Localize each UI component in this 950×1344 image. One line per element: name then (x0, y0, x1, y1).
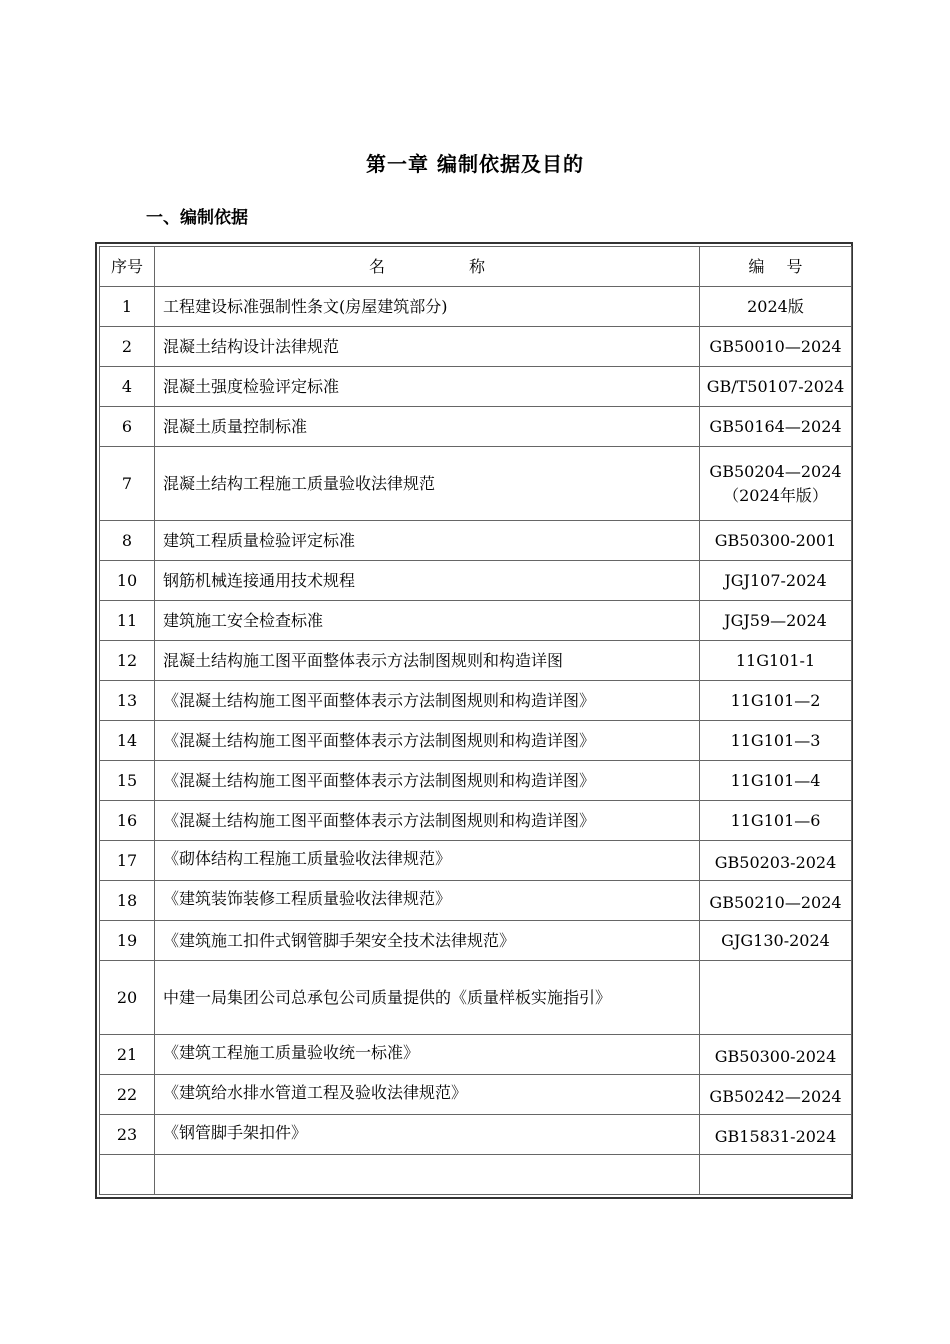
row-code: JGJ59—2024 (700, 601, 852, 641)
row-no: 15 (100, 761, 155, 801)
row-no (100, 1155, 155, 1195)
row-name: 《建筑工程施工质量验收统一标准》 (155, 1035, 700, 1075)
row-name: 中建一局集团公司总承包公司质量提供的《质量样板实施指引》 (155, 961, 700, 1035)
table-row (100, 287, 852, 327)
table-row (100, 601, 852, 641)
row-code: GB50300-2001 (700, 521, 852, 561)
table-row (100, 881, 852, 921)
table-row (100, 641, 852, 681)
row-code: 2024版 (700, 287, 852, 327)
row-code: GB50242—2024 (700, 1075, 852, 1115)
row-name: 钢筋机械连接通用技术规程 (155, 561, 700, 601)
table-row (100, 721, 852, 761)
row-name: 混凝土结构设计法律规范 (155, 327, 700, 367)
row-name: 混凝土强度检验评定标准 (155, 367, 700, 407)
row-code: GB50164—2024 (700, 407, 852, 447)
table-header-row (100, 247, 852, 287)
header-no: 序号 (100, 247, 155, 287)
row-name: 《砌体结构工程施工质量验收法律规范》 (155, 841, 700, 881)
row-code (700, 1155, 852, 1195)
table-row (100, 1115, 852, 1155)
row-no: 21 (100, 1035, 155, 1075)
table-row (100, 1075, 852, 1115)
row-code: GB50204—2024（2024年版） (700, 447, 852, 521)
standards-table-frame (95, 242, 853, 1199)
row-no: 22 (100, 1075, 155, 1115)
table-row (100, 521, 852, 561)
row-no: 17 (100, 841, 155, 881)
header-code-left: 编 (748, 256, 765, 276)
row-name: 《钢管脚手架扣件》 (155, 1115, 700, 1155)
row-no: 18 (100, 881, 155, 921)
row-name: 混凝土质量控制标准 (155, 407, 700, 447)
table-row (100, 681, 852, 721)
header-code-right: 号 (786, 256, 803, 276)
row-no: 12 (100, 641, 155, 681)
row-code: 11G101-1 (700, 641, 852, 681)
row-code: 11G101—2 (700, 681, 852, 721)
table-row (100, 327, 852, 367)
row-code: 11G101—4 (700, 761, 852, 801)
table-row (100, 841, 852, 881)
row-no: 11 (100, 601, 155, 641)
row-no: 20 (100, 961, 155, 1035)
row-no: 10 (100, 561, 155, 601)
header-name (155, 247, 700, 287)
row-code: GB50300-2024 (700, 1035, 852, 1075)
standards-table (99, 246, 852, 1195)
row-name: 《建筑施工扣件式钢管脚手架安全技术法律规范》 (155, 921, 700, 961)
table-row (100, 561, 852, 601)
table-row (100, 1035, 852, 1075)
row-no: 1 (100, 287, 155, 327)
row-code: GB/T50107-2024 (700, 367, 852, 407)
header-code (700, 247, 852, 287)
row-name: 建筑施工安全检查标准 (155, 601, 700, 641)
page-title: 第一章 编制依据及目的 (366, 152, 584, 176)
table-row (100, 367, 852, 407)
row-code: 11G101—3 (700, 721, 852, 761)
row-no: 14 (100, 721, 155, 761)
row-name: 工程建设标准强制性条文(房屋建筑部分) (155, 287, 700, 327)
row-code: 11G101—6 (700, 801, 852, 841)
header-name-right: 称 (469, 256, 486, 276)
row-name: 《建筑装饰装修工程质量验收法律规范》 (155, 881, 700, 921)
row-no: 23 (100, 1115, 155, 1155)
row-no: 6 (100, 407, 155, 447)
row-no: 19 (100, 921, 155, 961)
section-heading: 一、编制依据 (146, 208, 248, 228)
row-code: GB15831-2024 (700, 1115, 852, 1155)
row-name: 《混凝土结构施工图平面整体表示方法制图规则和构造详图》 (155, 761, 700, 801)
row-code: GB50010—2024 (700, 327, 852, 367)
table-row (100, 761, 852, 801)
row-no: 4 (100, 367, 155, 407)
row-name (155, 1155, 700, 1195)
row-code: JGJ107-2024 (700, 561, 852, 601)
table-row (100, 801, 852, 841)
row-code (700, 961, 852, 1035)
row-name: 混凝土结构工程施工质量验收法律规范 (155, 447, 700, 521)
row-code: GB50203-2024 (700, 841, 852, 881)
row-name: 《混凝土结构施工图平面整体表示方法制图规则和构造详图》 (155, 681, 700, 721)
table-row (100, 961, 852, 1035)
row-no: 2 (100, 327, 155, 367)
table-row (100, 407, 852, 447)
table-row (100, 1155, 852, 1195)
row-no: 13 (100, 681, 155, 721)
table-row (100, 447, 852, 521)
row-code: GB50210—2024 (700, 881, 852, 921)
row-code: GJG130-2024 (700, 921, 852, 961)
row-no: 16 (100, 801, 155, 841)
row-name: 混凝土结构施工图平面整体表示方法制图规则和构造详图 (155, 641, 700, 681)
row-name: 《混凝土结构施工图平面整体表示方法制图规则和构造详图》 (155, 721, 700, 761)
row-name: 《混凝土结构施工图平面整体表示方法制图规则和构造详图》 (155, 801, 700, 841)
row-name: 建筑工程质量检验评定标准 (155, 521, 700, 561)
table-row (100, 921, 852, 961)
row-no: 8 (100, 521, 155, 561)
header-name-left: 名 (368, 256, 385, 276)
row-no: 7 (100, 447, 155, 521)
row-name: 《建筑给水排水管道工程及验收法律规范》 (155, 1075, 700, 1115)
